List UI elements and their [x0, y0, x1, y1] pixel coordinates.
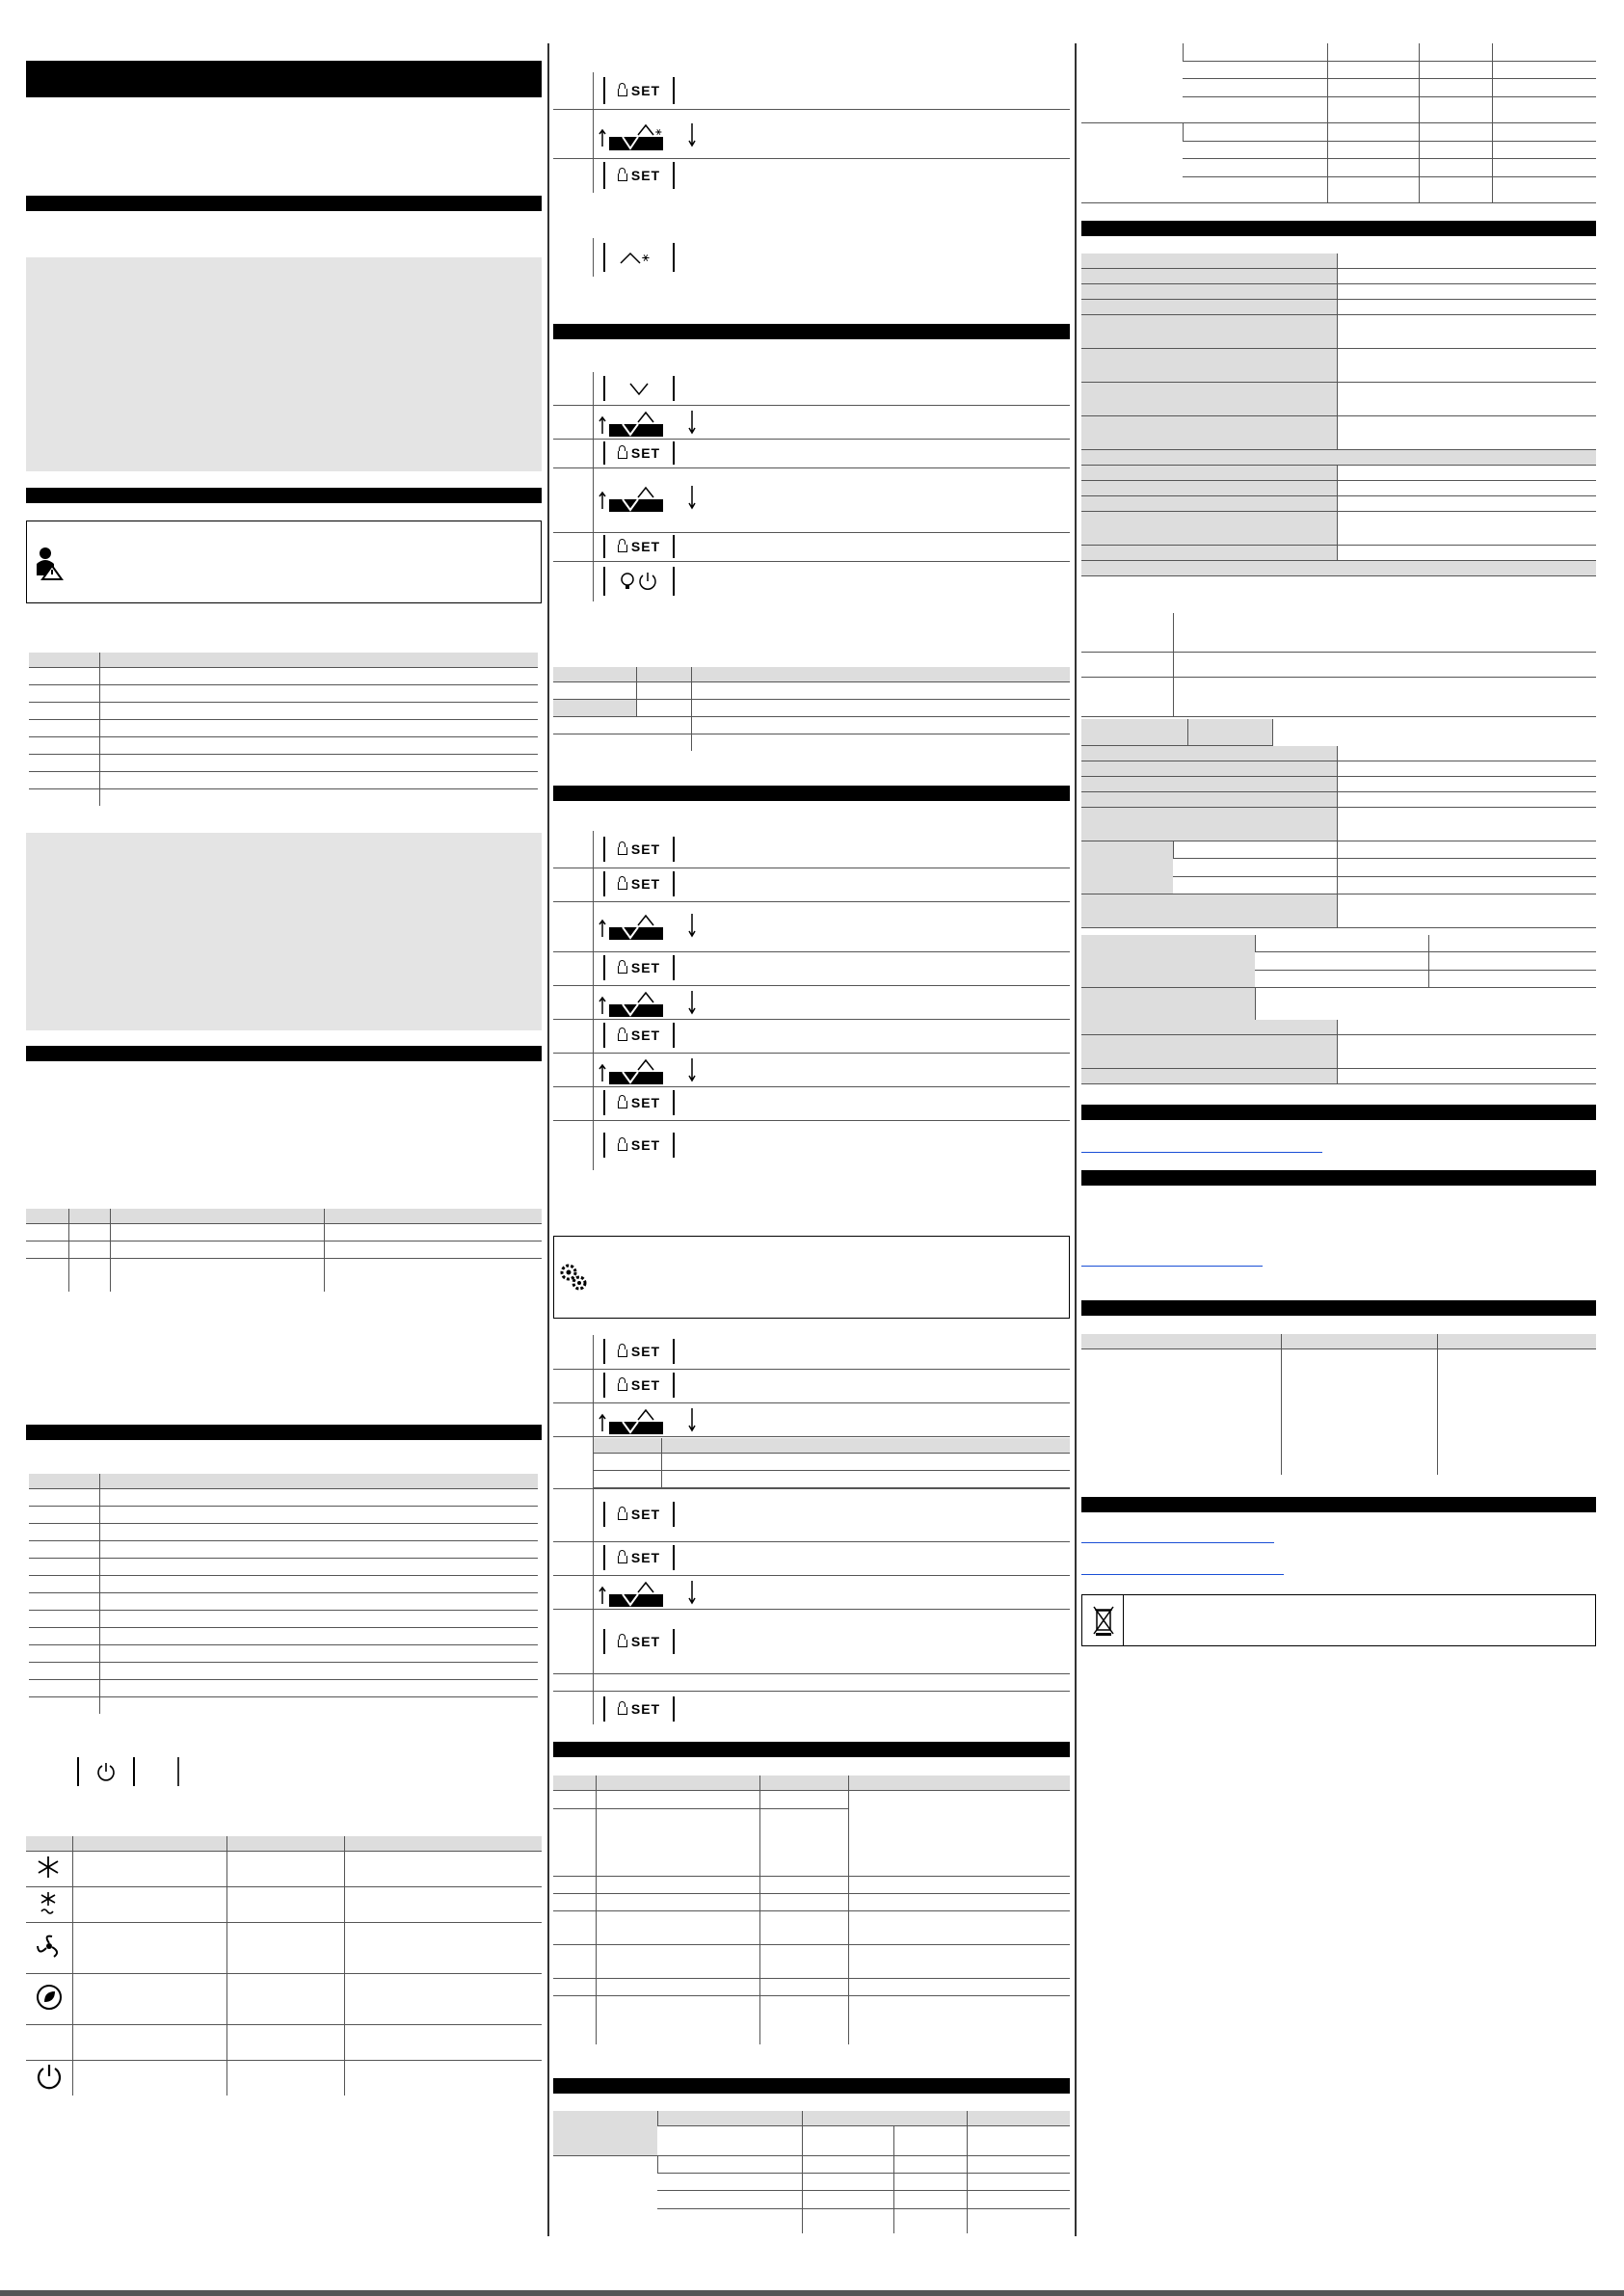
parameter-table: [29, 653, 538, 806]
section-header-bar: [553, 2078, 1070, 2094]
up-key: [596, 243, 682, 272]
step-column: [592, 372, 594, 601]
down-arrow-key: [596, 376, 682, 401]
sub-parameter-table: [594, 1438, 1070, 1488]
section-header-bar: [26, 488, 542, 503]
set-key: SET: [596, 1023, 682, 1048]
set-key: SET: [596, 871, 682, 896]
defrost-icon: [36, 1890, 61, 1915]
step-column: [592, 1335, 594, 1724]
io-table: [553, 1775, 1070, 2044]
updown-arrows-key: [596, 987, 707, 1018]
icon-table: [26, 1836, 542, 2096]
snowflake-icon: [36, 1855, 61, 1880]
updown-arrows-key: [596, 908, 707, 941]
power-key: [67, 1757, 145, 1786]
set-key: SET: [596, 1133, 682, 1158]
set-key: SET: [596, 77, 682, 104]
info-panel: [26, 833, 542, 1030]
updown-arrows-key: [596, 407, 707, 438]
svg-text:⚹: ⚹: [642, 251, 650, 265]
section-header-bar: [553, 1742, 1070, 1757]
eco-leaf-icon: [36, 1984, 63, 2011]
right-column: [1081, 0, 1596, 2296]
configuration-note-box: [553, 1236, 1070, 1319]
step-column: [592, 72, 594, 193]
set-key: SET: [596, 955, 682, 980]
ordering-table: [553, 2111, 1070, 2233]
power-icon: [96, 1762, 116, 1781]
column-divider: [1075, 43, 1077, 2236]
documents-table: [1081, 1334, 1596, 1475]
middle-column: [553, 0, 1070, 2296]
fan-icon: [36, 1933, 63, 1960]
section-header-bar: [1081, 1497, 1596, 1512]
wiring-table: [26, 1209, 542, 1292]
technical-data-table-2: [1081, 613, 1596, 717]
set-key: SET: [596, 1090, 682, 1115]
left-column: [26, 0, 542, 2296]
alarm-table: [29, 1474, 538, 1714]
section-header-bar: [553, 324, 1070, 339]
updown-arrows-key: [596, 1404, 707, 1435]
step-row-line: [553, 158, 1070, 159]
set-key: SET: [596, 162, 682, 189]
installer-warning-icon: [33, 543, 64, 581]
set-key: SET: [596, 441, 682, 465]
info-panel: [26, 257, 542, 471]
menu-table: [553, 667, 1070, 751]
set-key: SET: [596, 1629, 682, 1654]
section-header-bar: [1081, 1300, 1596, 1316]
section-header-bar: [26, 196, 542, 211]
document-link[interactable]: [1081, 1542, 1274, 1543]
wee-bin-icon: [1092, 1603, 1115, 1638]
installer-warning-box: [26, 521, 542, 603]
section-header-bar: [1081, 221, 1596, 236]
set-key: SET: [596, 1545, 682, 1570]
section-header-bar: [26, 1046, 542, 1061]
document-link[interactable]: [1081, 1574, 1284, 1575]
set-key: SET: [596, 1373, 682, 1398]
updown-arrows-key: [596, 1577, 707, 1608]
technical-data-table-4: [1081, 746, 1596, 928]
step-row-line: [553, 109, 1070, 110]
document-title-bar: [26, 61, 542, 97]
bulb-power-key: [596, 567, 682, 596]
set-key: SET: [596, 535, 682, 558]
set-key: SET: [596, 1696, 682, 1722]
ordering-table-continued: [1081, 43, 1596, 203]
page-footer-bar: [0, 2290, 1624, 2296]
column-divider: [547, 43, 549, 2236]
section-header-bar: [26, 1425, 542, 1440]
key-divider: [177, 1757, 179, 1786]
document-link[interactable]: [1081, 1266, 1263, 1267]
updown-arrows-key: [596, 1055, 707, 1085]
set-key: SET: [596, 1502, 682, 1527]
section-header-bar: [1081, 1170, 1596, 1186]
section-header-bar: [1081, 1105, 1596, 1120]
step-column: [592, 238, 594, 277]
section-header-bar: [553, 786, 1070, 801]
set-key: SET: [596, 1339, 682, 1364]
updown-arrows-key: [596, 118, 707, 152]
technical-data-table: [1081, 254, 1596, 576]
technical-data-table-3: [1081, 719, 1596, 746]
document-link[interactable]: [1081, 1152, 1322, 1153]
power-icon: [36, 2063, 63, 2090]
set-key: SET: [596, 837, 682, 862]
disposal-note-box: [1081, 1594, 1596, 1646]
updown-arrows-key: [596, 482, 707, 513]
svg-text:⚹: ⚹: [655, 125, 662, 138]
technical-data-table-5: [1081, 935, 1596, 1022]
technical-data-table-6: [1081, 1020, 1596, 1084]
gears-icon: [558, 1262, 589, 1293]
